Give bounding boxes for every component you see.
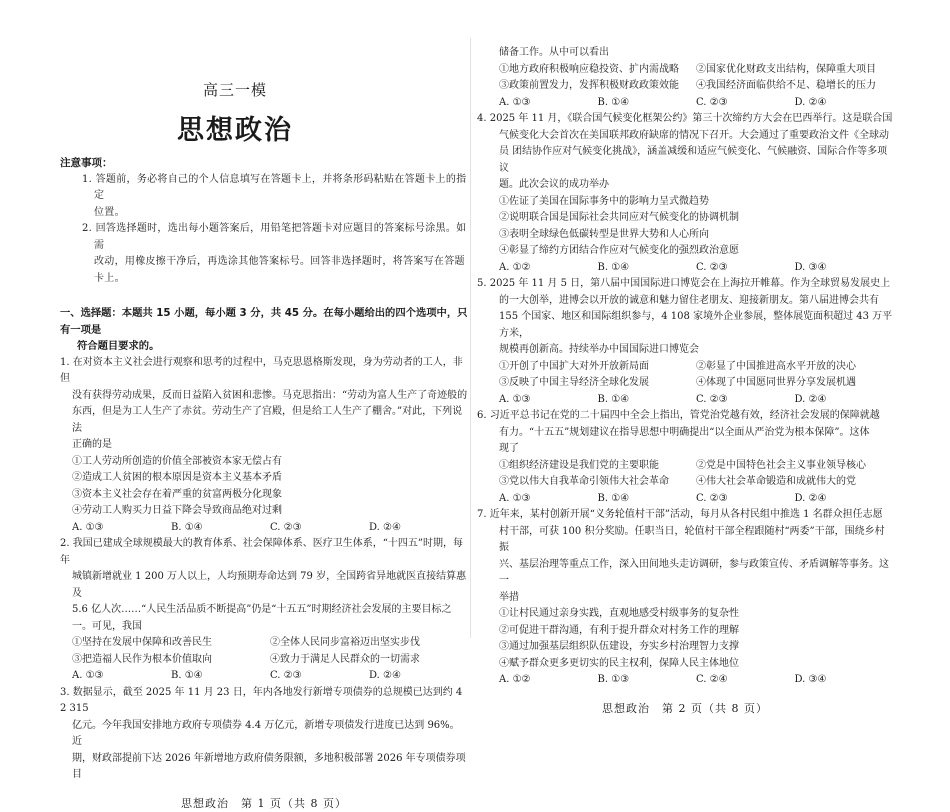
question-stem-line: 题。此次会议的成功举办: [477, 177, 893, 194]
answer-option: B. ①④: [171, 520, 270, 537]
note-item-1: [60, 172, 468, 222]
choice-statement: ④彰显了缔约方团结合作应对气候变化的强烈政治意愿: [499, 243, 739, 260]
question-stem-line: 一。可见，我国: [60, 619, 468, 636]
choice-statement: ②说明联合国是国际社会共同应对气候变化的协调机制: [499, 210, 739, 227]
question-stem-line: 举措: [477, 590, 893, 607]
note-line: 2. 回答选择题时，选出每小题答案后，用铅笔把答题卡对应题目的答案标号涂黑。如需: [82, 223, 466, 251]
choice-statements: [477, 458, 893, 491]
choice-statement: ③把造福人民作为根本价值取向: [72, 652, 270, 669]
answer-option: A. ①②: [499, 672, 598, 689]
choice-statement: ③反映了中国主导经济全球化发展: [499, 375, 696, 392]
answer-option: B. ①③: [598, 672, 697, 689]
choice-statement: ④体现了中国愿同世界分享发展机遇: [696, 375, 893, 392]
choice-statements: [60, 454, 468, 520]
question-stem-line: 5.6 亿人次……“人民生活品质不断提高”仍是“十五五”时期经济社会发展的主要目标之: [60, 602, 468, 619]
answer-option: C. ②④: [696, 672, 795, 689]
answer-option: C. ②③: [270, 520, 369, 537]
choice-statements: [60, 635, 468, 668]
choice-statement: ②造成工人贫困的根本原因是资本主义基本矛盾: [72, 470, 282, 487]
question-block: [477, 45, 893, 111]
answer-option: D. ②④: [795, 491, 894, 508]
answer-option: B. ①④: [598, 95, 697, 112]
question-stem: 7. 近年来，某村创新开展“义务轮值村干部”活动，每月从各村民组中推选 1 名群众担任志愿: [477, 507, 893, 524]
choice-statement: ③资本主义社会存在着严重的贫富两极分化现象: [72, 487, 282, 504]
choice-statement: ④劳动工人购买力日益下降会导致商品绝对过剩: [72, 503, 282, 520]
section-heading-line: 符合题目要求的。: [60, 338, 468, 355]
question-block: [477, 276, 893, 408]
section-heading: [60, 305, 468, 355]
note-line: 位置。: [94, 205, 468, 222]
choice-statements: [477, 606, 893, 672]
question-block: [60, 355, 468, 537]
answer-option: A. ①③: [499, 392, 598, 409]
answer-options: [477, 260, 893, 277]
notes-heading: 注意事项：: [60, 155, 468, 172]
answer-option: D. ②④: [369, 520, 468, 537]
answer-option: A. ①③: [499, 95, 598, 112]
choice-statement: ④我国经济面临供给不足、稳增长的压力: [696, 78, 893, 95]
page-footer-1: 思想政治 第 1 页（共 8 页）: [60, 796, 468, 812]
choice-statement: ②国家优化财政支出结构，保障重大项目: [696, 62, 893, 79]
answer-option: D. ②④: [795, 392, 894, 409]
choice-statements: [477, 62, 893, 95]
question-stem: 6. 习近平总书记在党的二十届四中全会上指出，管党治党越有效，经济社会发展的保障就越: [477, 408, 893, 425]
note-line: 改动，用橡皮擦干净后，再选涂其他答案标号。回答非选择题时，将答案写在答题: [94, 254, 468, 271]
question-block: [477, 507, 893, 689]
choice-statement: ①坚持在发展中保障和改善民生: [72, 635, 270, 652]
answer-option: D. ③④: [795, 260, 894, 277]
question-stem-line: 规模再创新高。持续举办中国国际进口博览会: [477, 342, 893, 359]
choice-statement: ①工人劳动所创造的价值全部被资本家无偿占有: [72, 454, 282, 471]
page-2: [477, 45, 893, 717]
answer-option: B. ①④: [598, 392, 697, 409]
question-block: [477, 111, 893, 276]
question-stem-line: 亿元。今年我国安排地方政府专项债券 4.4 万亿元，新增专项债发行进度已达到 96%。近: [60, 718, 468, 751]
section-heading-line: 一、选择题：本题共 15 小题，每小题 3 分，共 45 分。在每小题给出的四个选项中，只有一项是: [60, 305, 468, 338]
answer-options: [477, 95, 893, 112]
choice-statement: ③政策前置发力，发挥积极财政政策效能: [499, 78, 696, 95]
question-block: [477, 408, 893, 507]
choice-statement: ②全体人民同步富裕迈出坚实步伐: [270, 635, 468, 652]
question-stem-line: 储备工作。从中可以看出: [477, 45, 893, 62]
page-divider: [470, 38, 471, 638]
question-stem-line: 正确的是: [60, 437, 468, 454]
note-line: 卡上。: [94, 271, 468, 288]
note-line: 1. 答题前，务必将自己的个人信息填写在答题卡上，并将条形码粘贴在答题卡上的指定: [82, 174, 466, 202]
answer-option: C. ②③: [696, 260, 795, 277]
answer-option: A. ①③: [499, 491, 598, 508]
answer-options: [60, 668, 468, 685]
choice-statement: ④赋予群众更多更切实的民主权利，保障人民主体地位: [499, 656, 739, 673]
answer-option: C. ②③: [696, 95, 795, 112]
answer-option: D. ②④: [795, 95, 894, 112]
question-stem: 4. 2025 年 11 月，《联合国气候变化框架公约》第三十次缔约方大会在巴西举行。这是联合国: [477, 111, 893, 128]
question-stem-line: 现了: [477, 441, 893, 458]
choice-statement: ③通过加强基层组织队伍建设，夯实乡村治理智力支撑: [499, 639, 739, 656]
answer-option: D. ③④: [795, 672, 894, 689]
question-stem-line: 没有获得劳动成果，反而日益陷入贫困和悲惨。马克思指出：“劳动为富人生产了奇迹般的: [60, 388, 468, 405]
choice-statement: ④致力于满足人民群众的一切需求: [270, 652, 468, 669]
answer-option: C. ②③: [696, 491, 795, 508]
answer-option: B. ①④: [171, 668, 270, 685]
page-1-questions: [60, 355, 468, 784]
choice-statement: ①地方政府积极响应稳投资、扩内需战略: [499, 62, 696, 79]
question-stem: 2. 我国已建成全球规模最大的教育体系、社会保障体系、医疗卫生体系，“十四五”时期，每年: [60, 536, 468, 569]
question-stem-line: 气候变化大会首次在美国联邦政府缺席的情况下召开。大会通过了重要政治文件《全球动: [477, 128, 893, 145]
exam-name: 高三一模: [0, 79, 470, 100]
question-stem-line: 员 团结协作应对气候变化挑战》，涵盖减缓和适应气候变化、气候融资、国际合作等多项议: [477, 144, 893, 177]
answer-option: B. ①④: [598, 260, 697, 277]
choice-statements: [477, 194, 893, 260]
answer-option: A. ①③: [72, 668, 171, 685]
answer-options: [477, 672, 893, 689]
answer-options: [477, 491, 893, 508]
choice-statement: ③表明全球绿色低碳转型是世界大势和人心所向: [499, 227, 709, 244]
subject-title: 思想政治: [0, 108, 470, 147]
question-stem: 5. 2025 年 11 月 5 日，第八届中国国际进口博览会在上海拉开帷幕。作为全球贸易发展史上: [477, 276, 893, 293]
note-item-2: [60, 221, 468, 287]
choice-statements: [477, 359, 893, 392]
answer-option: B. ①④: [598, 491, 697, 508]
question-block: [60, 536, 468, 685]
question-stem: 3. 数据显示，截至 2025 年 11 月 23 日，年内各地发行新增专项债券的总规模已达到约 42 315: [60, 685, 468, 718]
choice-statement: ①让村民通过亲身实践，直观地感受村级事务的复杂性: [499, 606, 739, 623]
question-stem-line: 有力。“十五五”规划建议在指导思想中明确提出“以全面从严治党为根本保障”。这体: [477, 425, 893, 442]
choice-statement: ③党以伟大自我革命引领伟大社会革命: [499, 474, 696, 491]
answer-options: [60, 520, 468, 537]
notes-section: [60, 155, 468, 287]
page-footer-2: 思想政治 第 2 页（共 8 页）: [477, 701, 893, 718]
choice-statement: ①佐证了美国在国际事务中的影响力呈式微趋势: [499, 194, 709, 211]
answer-option: C. ②③: [270, 668, 369, 685]
page-1: [60, 155, 468, 812]
answer-option: C. ②③: [696, 392, 795, 409]
question-stem-line: 155 个国家、地区和国际组织参与，4 108 家境外企业参展，整体展览面积超过 43 万平方米，: [477, 309, 893, 342]
question-stem-line: 城镇新增就业 1 200 万人以上，人均预期寿命达到 79 岁，全国跨省异地就医直接结算惠及: [60, 569, 468, 602]
answer-option: A. ①③: [72, 520, 171, 537]
choice-statement: ①组织经济建设是我们党的主要职能: [499, 458, 696, 475]
question-stem-line: 村干部，可获 100 积分奖励。任职当日，轮值村干部全程跟随村“两委”干部，围绕乡村振: [477, 524, 893, 557]
question-stem-line: 兴、基层治理等重点工作，深入田间地头走访调研，参与政策宣传、矛盾调解等事务。这一: [477, 557, 893, 590]
choice-statement: ②可促进干群沟通，有利于提升群众对村务工作的理解: [499, 623, 739, 640]
question-stem-line: 的一大创举，进博会以开放的诚意和魅力留住老朋友、迎接新朋友。第八届进博会共有: [477, 293, 893, 310]
page-2-questions: [477, 45, 893, 689]
choice-statement: ②党是中国特色社会主义事业领导核心: [696, 458, 893, 475]
answer-option: A. ①②: [499, 260, 598, 277]
question-stem-line: 期，财政部提前下达 2026 年新增地方政府债务限额，多地积极部署 2026 年专项债券项目: [60, 751, 468, 784]
choice-statement: ②彰显了中国推进高水平开放的决心: [696, 359, 893, 376]
question-stem-line: 东西，但是为工人生产了赤贫。劳动生产了宫殿，但是给工人生产了棚舍。”对此，下列说法: [60, 404, 468, 437]
question-stem: 1. 在对资本主义社会进行观察和思考的过程中，马克思恩格斯发现，身为劳动者的工人，非但: [60, 355, 468, 388]
choice-statement: ①开创了中国扩大对外开放新局面: [499, 359, 696, 376]
answer-option: D. ②④: [369, 668, 468, 685]
question-block: [60, 685, 468, 784]
choice-statement: ④伟大社会革命锻造和成就伟大的党: [696, 474, 893, 491]
answer-options: [477, 392, 893, 409]
